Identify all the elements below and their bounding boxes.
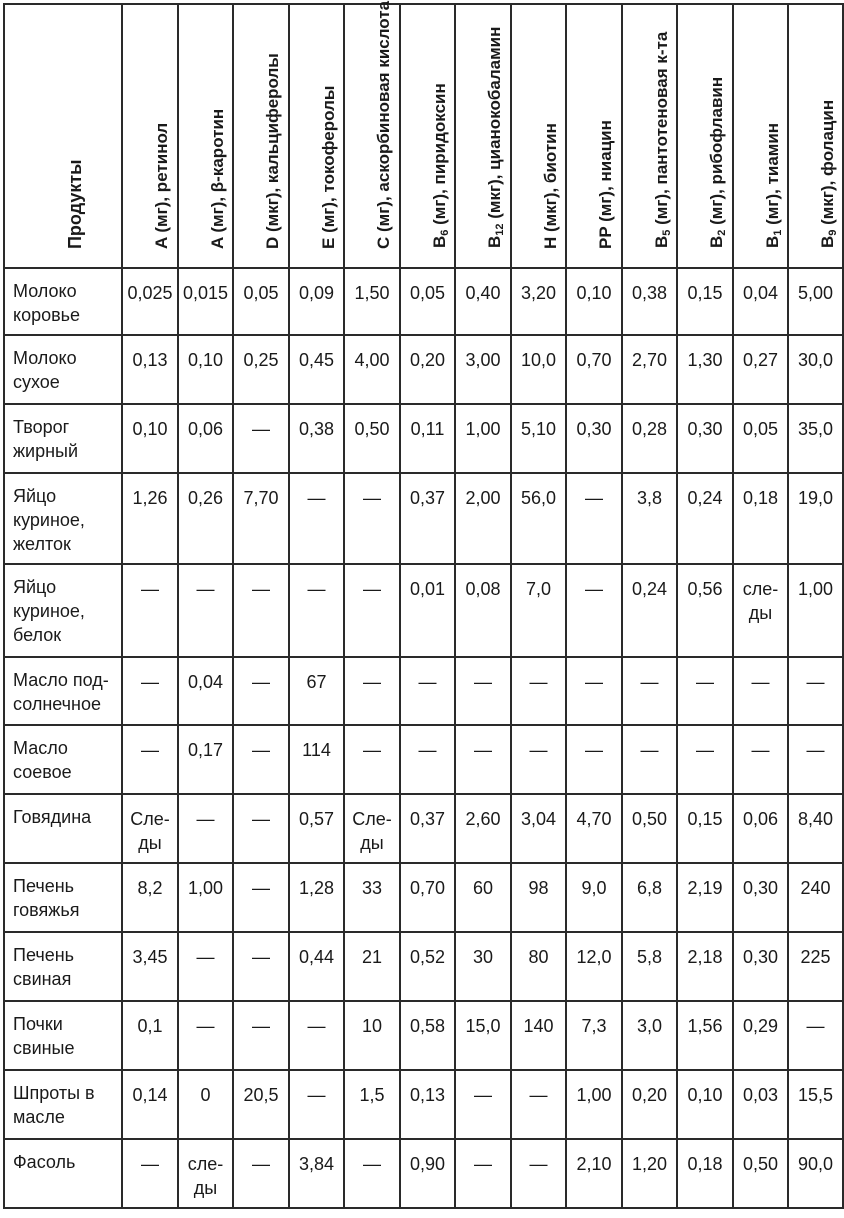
value-cell-e: 1,28 bbox=[289, 863, 344, 932]
value-cell-c: — bbox=[344, 1139, 400, 1208]
value-cell-b6: 0,70 bbox=[400, 863, 455, 932]
value-cell-b1: 0,50 bbox=[733, 1139, 788, 1208]
column-header-d bbox=[233, 4, 289, 268]
product-name-cell: Масло соевое bbox=[4, 725, 122, 794]
value-cell-b2: 0,15 bbox=[677, 268, 733, 335]
value-cell-b9: 1,00 bbox=[788, 564, 843, 657]
value-cell-b12: — bbox=[455, 657, 511, 725]
column-header-b2 bbox=[677, 4, 733, 268]
value-cell-e: 67 bbox=[289, 657, 344, 725]
value-cell-a-carotene: 0,06 bbox=[178, 404, 233, 473]
value-cell-a-retinol: 0,025 bbox=[122, 268, 178, 335]
value-cell-b2: 0,30 bbox=[677, 404, 733, 473]
product-name-cell: Фасоль bbox=[4, 1139, 122, 1208]
value-cell-e: 114 bbox=[289, 725, 344, 794]
value-cell-a-carotene: 0,04 bbox=[178, 657, 233, 725]
value-cell-b9: 90,0 bbox=[788, 1139, 843, 1208]
value-cell-pp: — bbox=[566, 657, 622, 725]
value-cell-b5: 6,8 bbox=[622, 863, 677, 932]
value-cell-b9: 15,5 bbox=[788, 1070, 843, 1139]
value-cell-c: 21 bbox=[344, 932, 400, 1001]
value-cell-h: 10,0 bbox=[511, 335, 566, 404]
value-cell-b9: — bbox=[788, 657, 843, 725]
value-cell-c: — bbox=[344, 473, 400, 564]
table-row bbox=[4, 657, 843, 725]
value-cell-b12: 2,60 bbox=[455, 794, 511, 863]
value-cell-b2: 0,18 bbox=[677, 1139, 733, 1208]
value-cell-a-carotene: 0,26 bbox=[178, 473, 233, 564]
product-name-cell: Творог жирный bbox=[4, 404, 122, 473]
value-cell-e: 0,45 bbox=[289, 335, 344, 404]
value-cell-b9: 5,00 bbox=[788, 268, 843, 335]
value-cell-h: — bbox=[511, 1070, 566, 1139]
value-cell-b1: 0,06 bbox=[733, 794, 788, 863]
value-cell-a-carotene: сле-ды bbox=[178, 1139, 233, 1208]
table-row bbox=[4, 1070, 843, 1139]
column-header-b9 bbox=[788, 4, 843, 268]
value-cell-b5: 5,8 bbox=[622, 932, 677, 1001]
value-cell-b12: — bbox=[455, 1139, 511, 1208]
value-cell-a-carotene: — bbox=[178, 1001, 233, 1070]
value-cell-b1: 0,03 bbox=[733, 1070, 788, 1139]
value-cell-c: — bbox=[344, 657, 400, 725]
value-cell-b6: 0,37 bbox=[400, 794, 455, 863]
value-cell-b2: — bbox=[677, 725, 733, 794]
value-cell-a-retinol: — bbox=[122, 564, 178, 657]
table-row bbox=[4, 1139, 843, 1208]
value-cell-b6: — bbox=[400, 657, 455, 725]
value-cell-e: 0,38 bbox=[289, 404, 344, 473]
value-cell-b6: 0,37 bbox=[400, 473, 455, 564]
value-cell-a-carotene: — bbox=[178, 564, 233, 657]
column-header-b6 bbox=[400, 4, 455, 268]
column-header-label: $B_9$ (мкг), фолацин bbox=[817, 99, 839, 248]
value-cell-d: — bbox=[233, 657, 289, 725]
value-cell-d: — bbox=[233, 404, 289, 473]
value-cell-pp: 4,70 bbox=[566, 794, 622, 863]
value-cell-a-retinol: 0,10 bbox=[122, 404, 178, 473]
value-cell-e: 0,44 bbox=[289, 932, 344, 1001]
header-row bbox=[4, 4, 843, 268]
product-header-label: Продукты bbox=[65, 159, 85, 249]
value-cell-b9: 225 bbox=[788, 932, 843, 1001]
value-cell-b1: 0,05 bbox=[733, 404, 788, 473]
value-cell-e: — bbox=[289, 1070, 344, 1139]
value-cell-d: — bbox=[233, 1139, 289, 1208]
value-cell-b5: 1,20 bbox=[622, 1139, 677, 1208]
value-cell-d: 0,25 bbox=[233, 335, 289, 404]
value-cell-e: 0,57 bbox=[289, 794, 344, 863]
table-row bbox=[4, 564, 843, 657]
value-cell-b1: 0,30 bbox=[733, 932, 788, 1001]
value-cell-h: 56,0 bbox=[511, 473, 566, 564]
value-cell-b12: 60 bbox=[455, 863, 511, 932]
value-cell-a-carotene: — bbox=[178, 794, 233, 863]
value-cell-b6: 0,13 bbox=[400, 1070, 455, 1139]
value-cell-b2: 0,56 bbox=[677, 564, 733, 657]
value-cell-c: 0,50 bbox=[344, 404, 400, 473]
value-cell-b5: 0,38 bbox=[622, 268, 677, 335]
value-cell-a-retinol: 8,2 bbox=[122, 863, 178, 932]
table-row bbox=[4, 863, 843, 932]
table-row bbox=[4, 1001, 843, 1070]
value-cell-a-retinol: 0,14 bbox=[122, 1070, 178, 1139]
value-cell-e: 0,09 bbox=[289, 268, 344, 335]
product-name-cell: Почки свиные bbox=[4, 1001, 122, 1070]
value-cell-b9: — bbox=[788, 1001, 843, 1070]
column-header-label: D (мкг), кальциферолы bbox=[263, 53, 282, 249]
column-header-label: $B_5$ (мг), пантотеновая к-та bbox=[651, 31, 673, 248]
value-cell-c: 33 bbox=[344, 863, 400, 932]
value-cell-pp: 9,0 bbox=[566, 863, 622, 932]
table-row bbox=[4, 932, 843, 1001]
value-cell-b1: 0,18 bbox=[733, 473, 788, 564]
value-cell-a-retinol: — bbox=[122, 1139, 178, 1208]
table-row bbox=[4, 335, 843, 404]
value-cell-a-retinol: 0,1 bbox=[122, 1001, 178, 1070]
value-cell-d: — bbox=[233, 794, 289, 863]
product-name-cell: Яйцо куриное, желток bbox=[4, 473, 122, 564]
value-cell-a-retinol: — bbox=[122, 725, 178, 794]
value-cell-b9: — bbox=[788, 725, 843, 794]
value-cell-pp: — bbox=[566, 564, 622, 657]
value-cell-pp: — bbox=[566, 725, 622, 794]
product-name-cell: Шпроты в масле bbox=[4, 1070, 122, 1139]
value-cell-b5: 0,50 bbox=[622, 794, 677, 863]
value-cell-b9: 19,0 bbox=[788, 473, 843, 564]
value-cell-b5: 2,70 bbox=[622, 335, 677, 404]
column-header-label: $B_1$ (мг), тиамин bbox=[762, 122, 784, 248]
product-name-cell: Печень свиная bbox=[4, 932, 122, 1001]
value-cell-a-retinol: 1,26 bbox=[122, 473, 178, 564]
value-cell-a-retinol: 0,13 bbox=[122, 335, 178, 404]
value-cell-b12: — bbox=[455, 725, 511, 794]
value-cell-b5: 3,8 bbox=[622, 473, 677, 564]
value-cell-a-carotene: 0 bbox=[178, 1070, 233, 1139]
value-cell-b9: 30,0 bbox=[788, 335, 843, 404]
value-cell-c: 10 bbox=[344, 1001, 400, 1070]
column-header-a-retinol bbox=[122, 4, 178, 268]
value-cell-b6: 0,90 bbox=[400, 1139, 455, 1208]
value-cell-b1: сле-ды bbox=[733, 564, 788, 657]
value-cell-b1: — bbox=[733, 657, 788, 725]
value-cell-h: 80 bbox=[511, 932, 566, 1001]
vitamin-content-table bbox=[3, 0, 844, 1209]
column-header-a-carotene bbox=[178, 4, 233, 268]
value-cell-b6: 0,52 bbox=[400, 932, 455, 1001]
value-cell-a-retinol: — bbox=[122, 657, 178, 725]
value-cell-b5: 3,0 bbox=[622, 1001, 677, 1070]
column-header-label: $B_6$ (мг), пиридоксин bbox=[429, 83, 451, 248]
value-cell-b9: 35,0 bbox=[788, 404, 843, 473]
value-cell-pp: 12,0 bbox=[566, 932, 622, 1001]
value-cell-d: — bbox=[233, 564, 289, 657]
value-cell-b6: 0,01 bbox=[400, 564, 455, 657]
value-cell-b2: 1,56 bbox=[677, 1001, 733, 1070]
value-cell-a-carotene: 0,17 bbox=[178, 725, 233, 794]
product-name-cell: Говядина bbox=[4, 794, 122, 863]
value-cell-d: 0,05 bbox=[233, 268, 289, 335]
value-cell-e: — bbox=[289, 473, 344, 564]
value-cell-pp: 7,3 bbox=[566, 1001, 622, 1070]
value-cell-d: — bbox=[233, 1001, 289, 1070]
value-cell-h: 5,10 bbox=[511, 404, 566, 473]
value-cell-b6: — bbox=[400, 725, 455, 794]
column-header-e bbox=[289, 4, 344, 268]
value-cell-d: 20,5 bbox=[233, 1070, 289, 1139]
value-cell-b6: 0,11 bbox=[400, 404, 455, 473]
value-cell-c: 1,5 bbox=[344, 1070, 400, 1139]
product-name-cell: Масло под-солнечное bbox=[4, 657, 122, 725]
value-cell-pp: 0,70 bbox=[566, 335, 622, 404]
product-name-cell: Печень говяжья bbox=[4, 863, 122, 932]
value-cell-c: Сле-ды bbox=[344, 794, 400, 863]
value-cell-b5: — bbox=[622, 657, 677, 725]
column-header-label: E (мг), токоферолы bbox=[318, 85, 338, 249]
value-cell-pp: 0,30 bbox=[566, 404, 622, 473]
column-header-label: PP (мг), ниацин bbox=[596, 120, 615, 249]
column-header-b1 bbox=[733, 4, 788, 268]
value-cell-h: 7,0 bbox=[511, 564, 566, 657]
value-cell-b2: 2,19 bbox=[677, 863, 733, 932]
value-cell-pp: 1,00 bbox=[566, 1070, 622, 1139]
value-cell-b1: — bbox=[733, 725, 788, 794]
table-row bbox=[4, 794, 843, 863]
value-cell-b12: 15,0 bbox=[455, 1001, 511, 1070]
value-cell-b2: 0,10 bbox=[677, 1070, 733, 1139]
value-cell-b5: — bbox=[622, 725, 677, 794]
value-cell-b12: 2,00 bbox=[455, 473, 511, 564]
column-header-label: H (мкг), биотин bbox=[540, 123, 560, 249]
column-header-b5 bbox=[622, 4, 677, 268]
value-cell-h: — bbox=[511, 1139, 566, 1208]
value-cell-h: 3,20 bbox=[511, 268, 566, 335]
value-cell-pp: 2,10 bbox=[566, 1139, 622, 1208]
column-header-pp bbox=[566, 4, 622, 268]
value-cell-b9: 8,40 bbox=[788, 794, 843, 863]
value-cell-b2: 0,15 bbox=[677, 794, 733, 863]
column-header-h bbox=[511, 4, 566, 268]
column-header-label: A (мг), ретинол bbox=[152, 122, 171, 249]
column-header-c bbox=[344, 0, 400, 268]
table-row bbox=[4, 268, 843, 335]
value-cell-d: — bbox=[233, 932, 289, 1001]
value-cell-b1: 0,29 bbox=[733, 1001, 788, 1070]
product-name-cell: Молоко коровье bbox=[4, 268, 122, 335]
value-cell-d: — bbox=[233, 863, 289, 932]
value-cell-b1: 0,30 bbox=[733, 863, 788, 932]
value-cell-a-carotene: 0,015 bbox=[178, 268, 233, 335]
value-cell-e: 3,84 bbox=[289, 1139, 344, 1208]
value-cell-b12: 30 bbox=[455, 932, 511, 1001]
product-name-cell: Молоко сухое bbox=[4, 335, 122, 404]
table-body bbox=[4, 268, 843, 1208]
value-cell-e: — bbox=[289, 564, 344, 657]
value-cell-a-carotene: 0,10 bbox=[178, 335, 233, 404]
value-cell-c: — bbox=[344, 564, 400, 657]
value-cell-pp: 0,10 bbox=[566, 268, 622, 335]
value-cell-b6: 0,20 bbox=[400, 335, 455, 404]
value-cell-a-retinol: Сле-ды bbox=[122, 794, 178, 863]
value-cell-b5: 0,20 bbox=[622, 1070, 677, 1139]
column-header-label: A (мг), β-каротин bbox=[207, 108, 227, 249]
value-cell-b2: 0,24 bbox=[677, 473, 733, 564]
value-cell-b12: 3,00 bbox=[455, 335, 511, 404]
value-cell-h: 3,04 bbox=[511, 794, 566, 863]
value-cell-a-carotene: — bbox=[178, 932, 233, 1001]
value-cell-b5: 0,24 bbox=[622, 564, 677, 657]
product-column-header bbox=[4, 4, 122, 268]
table-row bbox=[4, 404, 843, 473]
value-cell-b2: 1,30 bbox=[677, 335, 733, 404]
value-cell-e: — bbox=[289, 1001, 344, 1070]
value-cell-b6: 0,05 bbox=[400, 268, 455, 335]
column-header-label: $B_{12}$ (мкг), цианокобаламин bbox=[485, 26, 506, 248]
value-cell-d: 7,70 bbox=[233, 473, 289, 564]
table-row bbox=[4, 473, 843, 564]
value-cell-h: 140 bbox=[511, 1001, 566, 1070]
table-row bbox=[4, 725, 843, 794]
value-cell-b12: 1,00 bbox=[455, 404, 511, 473]
value-cell-a-carotene: 1,00 bbox=[178, 863, 233, 932]
value-cell-b2: — bbox=[677, 657, 733, 725]
value-cell-h: — bbox=[511, 725, 566, 794]
value-cell-c: 1,50 bbox=[344, 268, 400, 335]
value-cell-b12: 0,40 bbox=[455, 268, 511, 335]
value-cell-b5: 0,28 bbox=[622, 404, 677, 473]
product-name-cell: Яйцо куриное, белок bbox=[4, 564, 122, 657]
value-cell-b2: 2,18 bbox=[677, 932, 733, 1001]
value-cell-d: — bbox=[233, 725, 289, 794]
value-cell-b12: 0,08 bbox=[455, 564, 511, 657]
value-cell-a-retinol: 3,45 bbox=[122, 932, 178, 1001]
column-header-label: $B_2$ (мг), рибофлавин bbox=[707, 76, 728, 248]
value-cell-b1: 0,27 bbox=[733, 335, 788, 404]
value-cell-b6: 0,58 bbox=[400, 1001, 455, 1070]
value-cell-b12: — bbox=[455, 1070, 511, 1139]
value-cell-b1: 0,04 bbox=[733, 268, 788, 335]
value-cell-h: 98 bbox=[511, 863, 566, 932]
value-cell-b9: 240 bbox=[788, 863, 843, 932]
value-cell-h: — bbox=[511, 657, 566, 725]
value-cell-c: — bbox=[344, 725, 400, 794]
value-cell-pp: — bbox=[566, 473, 622, 564]
value-cell-c: 4,00 bbox=[344, 335, 400, 404]
column-header-label: C (мг), аскорбиновая кислота bbox=[374, 0, 393, 249]
column-header-b12 bbox=[455, 4, 511, 268]
